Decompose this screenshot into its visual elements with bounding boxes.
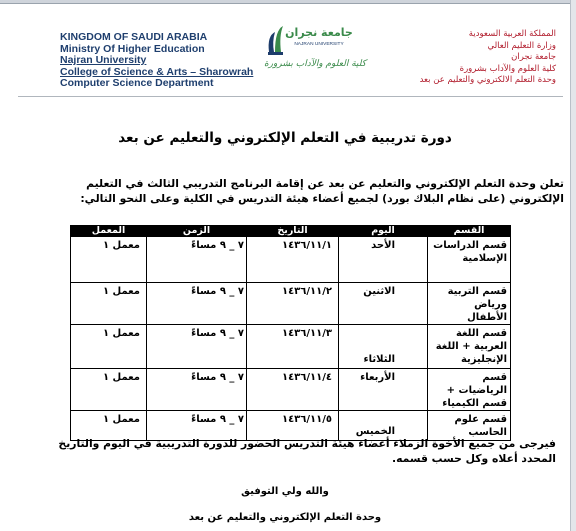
date-cell: ١٤٣٦/١١/٣ (247, 325, 339, 369)
day-cell: الأربعاء (339, 369, 428, 411)
english-header-line: Ministry Of Higher Education (60, 42, 205, 55)
header-lab: المعمل (71, 226, 147, 237)
table-row (71, 237, 511, 283)
window-top-edge (0, 0, 576, 4)
date-cell: ١٤٣٦/١١/٢ (247, 283, 339, 325)
lab-cell: معمل ١ (71, 369, 147, 411)
arabic-header-line: كلية العلوم والآداب بشرورة (459, 63, 556, 74)
dept-cell: قسم اللغة العربية + اللغة الإنجليزية (428, 325, 511, 369)
english-header-line: College of Science & Arts – Sharowrah (60, 65, 254, 78)
schedule-header-row (71, 226, 511, 237)
lab-cell: معمل ١ (71, 283, 147, 325)
time-cell: ٧ _ ٩ مساءً (147, 237, 247, 283)
time-cell: ٧ _ ٩ مساءً (147, 325, 247, 369)
arabic-header-line: وحدة التعلم الالكتروني والتعليم عن بعد (419, 75, 556, 85)
window-scrollbar[interactable] (570, 0, 576, 531)
dept-cell: قسم التربية ورياض الأطفال (428, 283, 511, 325)
table-row (71, 369, 511, 411)
header-date: التاريخ (247, 226, 339, 237)
header-day: اليوم (339, 226, 428, 237)
day-cell: الخميس (339, 411, 428, 441)
arabic-header-line: جامعة نجران (511, 52, 556, 62)
document-title: دورة تدريبية في التعلم الإلكتروني والتعليم عن بعد (118, 130, 452, 146)
logo-name-arabic: جامعة نجران (285, 26, 353, 39)
dept-cell: قسم علوم الحاسب (428, 411, 511, 441)
logo-college-arabic: كلية العلوم والآداب بشرورة (263, 59, 367, 69)
logo-name-english: NAJRAN UNIVERSITY (294, 42, 344, 47)
intro-paragraph: تعلن وحدة التعلم الإلكتروني والتعليم عن بعد عن إقامة البرنامج التدريبي الثالث في التعليم الإلكتروني (على نظام البلاك بورد) لجميع أعضاء هيئة التدريس في الكلية وعلى النحو التالي: (80, 177, 564, 205)
english-header-line: Computer Science Department (60, 77, 214, 89)
time-cell: ٧ _ ٩ مساءً (147, 283, 247, 325)
day-cell: الاثنين (339, 283, 428, 325)
lab-cell: معمل ١ (71, 411, 147, 441)
lab-cell: معمل ١ (71, 237, 147, 283)
dept-cell: قسم الرياضيات + قسم الكيمياء (428, 369, 511, 411)
header-dept: القسم (428, 226, 511, 237)
lab-cell: معمل ١ (71, 325, 147, 369)
schedule-table (70, 225, 511, 441)
english-header (60, 31, 270, 89)
date-cell: ١٤٣٦/١١/٥ (247, 411, 339, 441)
time-cell: ٧ _ ٩ مساءً (147, 369, 247, 411)
logo-emblem-icon (268, 26, 283, 55)
time-cell: ٧ _ ٩ مساءً (147, 411, 247, 441)
english-header-line: Najran University (60, 54, 147, 66)
header-divider (18, 96, 563, 97)
english-header-line: KINGDOM OF SAUDI ARABIA (60, 31, 208, 43)
closing-line: والله ولي التوفيق (241, 486, 329, 497)
date-cell: ١٤٣٦/١١/١ (247, 237, 339, 283)
table-row (71, 325, 511, 369)
najran-university-logo (263, 22, 367, 86)
day-cell: الثلاثاء (339, 325, 428, 369)
dept-cell: قسم الدراسات الإسلامية (428, 237, 511, 283)
arabic-header-line: المملكة العربية السعودية (468, 29, 556, 39)
outro-paragraph: فيرجى من جميع الأخوة الزملاء أعضاء هيئة التدريس الحضور للدورة التدريبية في اليوم والتاريخ المحدد أعلاه وكل حسب قسمه. (58, 437, 556, 465)
signature-line: وحدة التعلم الإلكتروني والتعليم عن بعد (188, 512, 382, 523)
arabic-header-line: وزارة التعليم العالي (487, 40, 556, 51)
day-cell: الأحد (339, 237, 428, 283)
date-cell: ١٤٣٦/١١/٤ (247, 369, 339, 411)
table-row (71, 283, 511, 325)
header-time: الزمن (147, 226, 247, 237)
arabic-header (396, 29, 556, 87)
